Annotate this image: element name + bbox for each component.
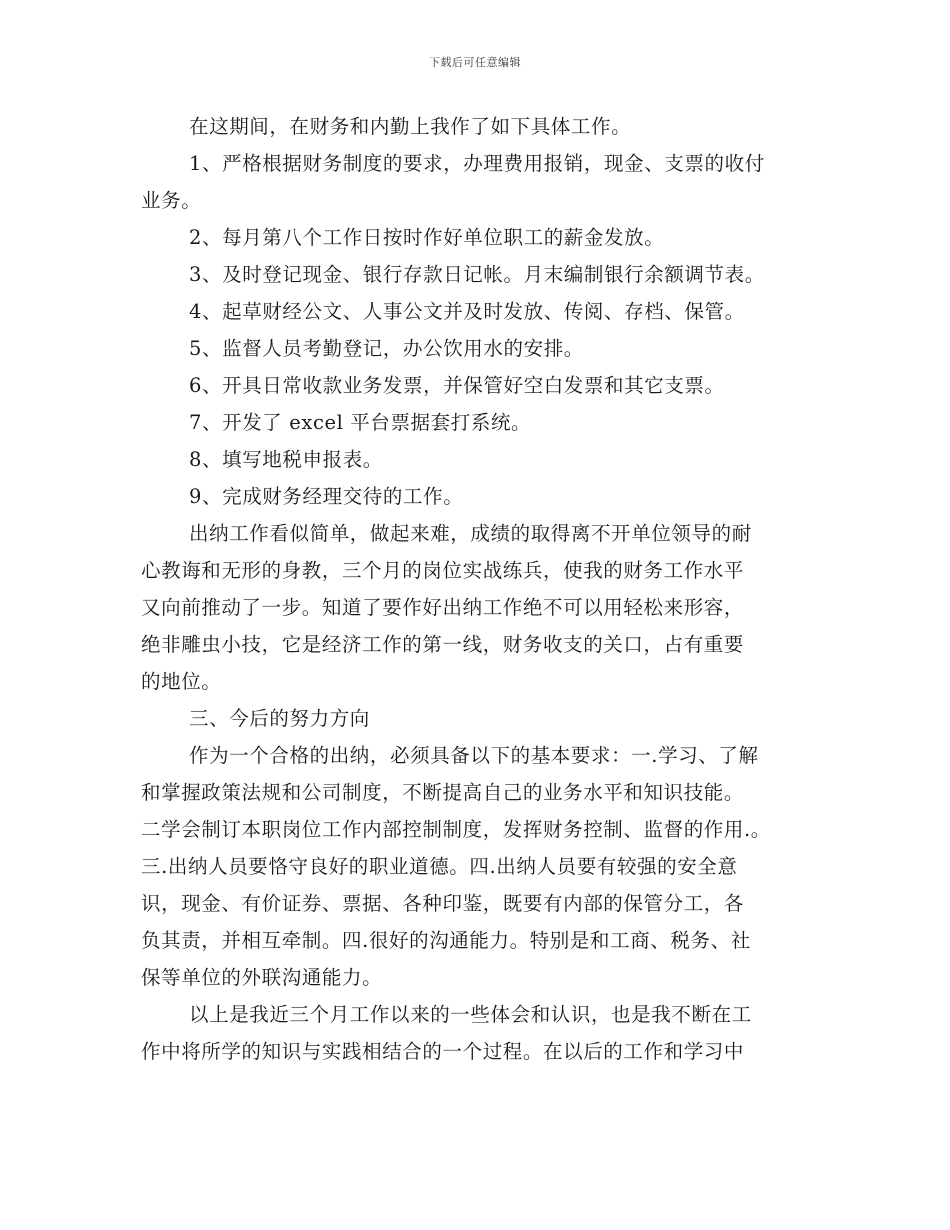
text-line: 以上是我近三个月工作以来的一些体会和认识，也是我不断在工	[189, 1003, 752, 1026]
text-line: 心教诲和无形的身教，三个月的岗位实战练兵，使我的财务工作水平	[141, 559, 745, 582]
text-line: 1、严格根据财务制度的要求，办理费用报销，现金、支票的收付	[189, 152, 765, 175]
text-line: 识，现金、有价证券、票据、各种印鉴，既要有内部的保管分工，各	[141, 892, 745, 915]
text-line: 负其责，并相互牵制。四.很好的沟通能力。特别是和工商、税务、社	[141, 929, 751, 952]
text-line: 绝非雕虫小技，它是经济工作的第一线，财务收支的关口，占有重要	[141, 633, 745, 656]
text-line: 作中将所学的知识与实践相结合的一个过程。在以后的工作和学习中	[141, 1040, 745, 1063]
text-line: 作为一个合格的出纳，必须具备以下的基本要求：一.学习、了解	[189, 744, 759, 767]
text-line: 6、开具日常收款业务发票，并保管好空白发票和其它支票。	[189, 374, 725, 397]
text-line: 的地位。	[141, 670, 222, 693]
text-line: 和掌握政策法规和公司制度，不断提高自己的业务水平和知识技能。	[141, 781, 745, 804]
text-line: 7、开发了 excel 平台票据套打系统。	[189, 411, 532, 434]
text-line: 5、监督人员考勤登记，办公饮用水的安排。	[189, 337, 584, 360]
text-line: 三.出纳人员要恪守良好的职业道德。四.出纳人员要有较强的安全意	[141, 855, 738, 878]
document-body	[141, 108, 821, 1070]
text-line: 9、完成财务经理交待的工作。	[189, 485, 464, 508]
text-line: 在这期间，在财务和内勤上我作了如下具体工作。	[189, 115, 632, 138]
text-line: 业务。	[141, 189, 202, 212]
text-line: 3、及时登记现金、银行存款日记帐。月末编制银行余额调节表。	[189, 263, 765, 286]
text-line: 2、每月第八个工作日按时作好单位职工的薪金发放。	[189, 226, 665, 249]
text-line: 保等单位的外联沟通能力。	[141, 966, 383, 989]
text-line: 二学会制订本职岗位工作内部控制制度，发挥财务控制、监督的作用.。	[141, 818, 771, 841]
text-line: 8、填写地税申报表。	[189, 448, 383, 471]
text-line: 三、今后的努力方向	[189, 707, 370, 730]
text-line: 4、起草财经公文、人事公文并及时发放、传阅、存档、保管。	[189, 300, 745, 323]
text-line: 又向前推动了一步。知道了要作好出纳工作绝不可以用轻松来形容，	[141, 596, 745, 619]
page-header-note: 下载后可任意编辑	[429, 56, 521, 69]
text-line: 出纳工作看似简单，做起来难，成绩的取得离不开单位领导的耐	[189, 522, 752, 545]
